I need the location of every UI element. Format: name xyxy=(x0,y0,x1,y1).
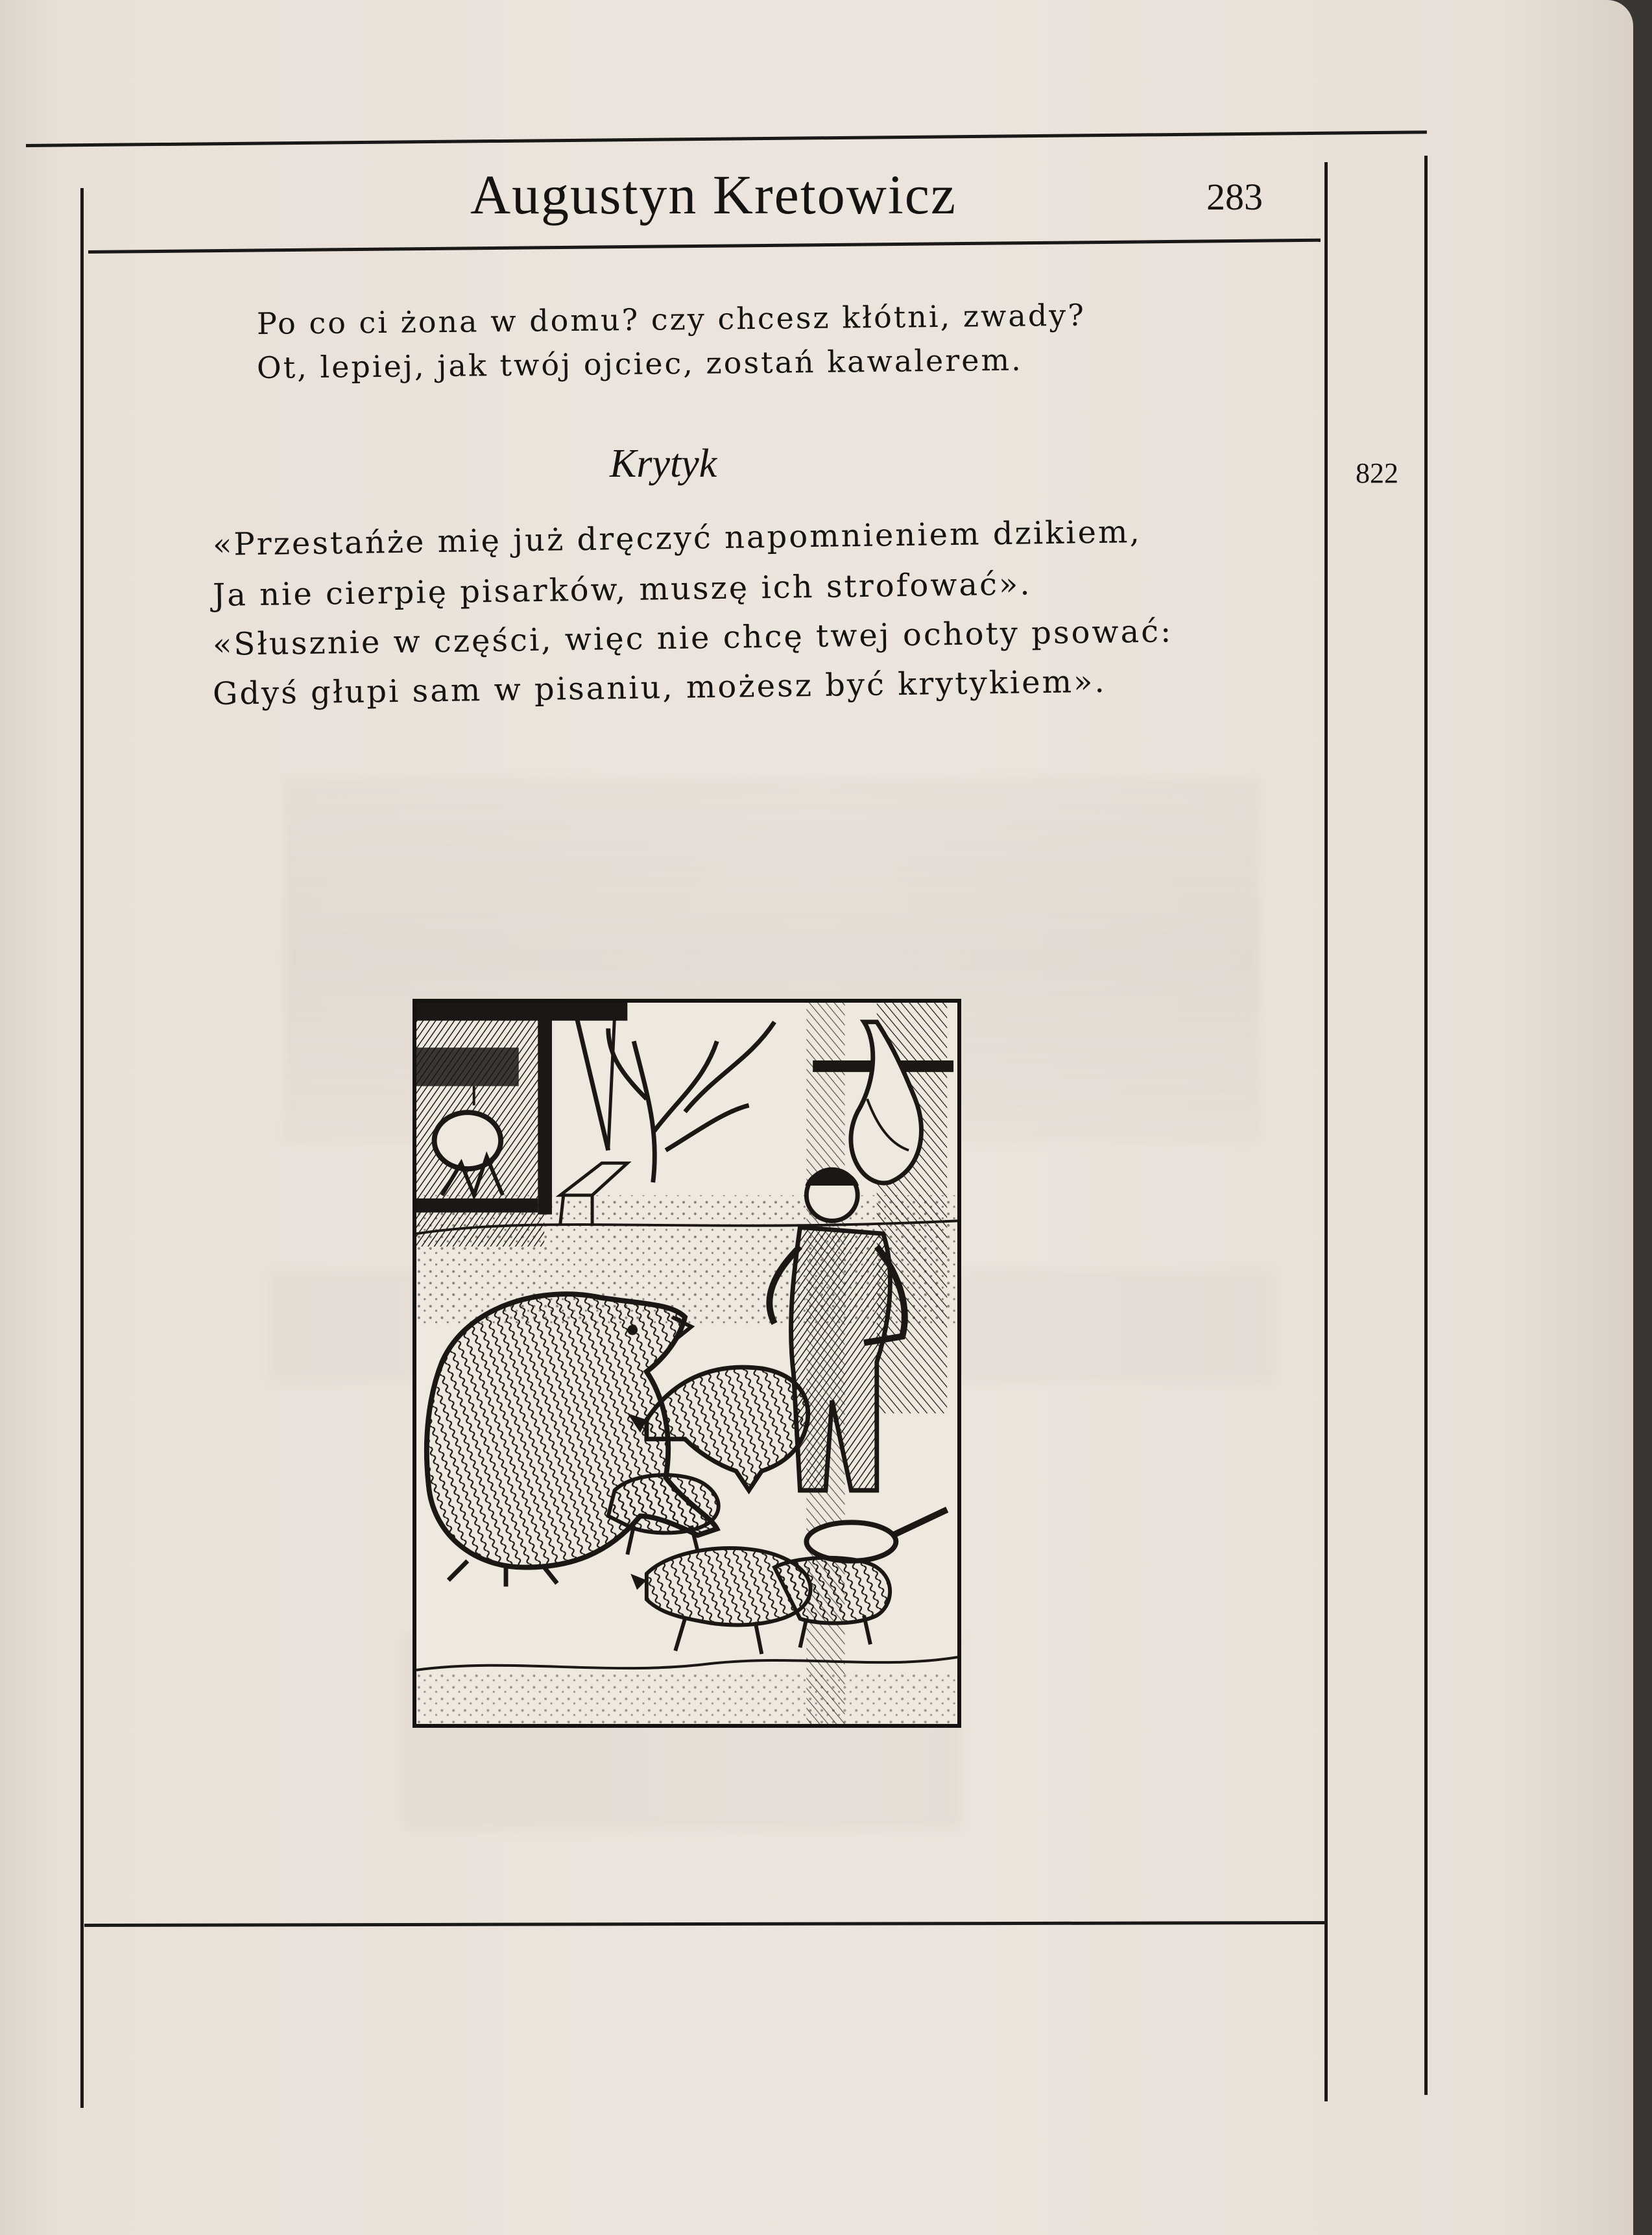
running-head: Augustyn Kretowicz xyxy=(470,163,957,226)
poem-title: Krytyk xyxy=(610,442,717,486)
page-number: 283 xyxy=(1206,176,1263,218)
left-frame-rule xyxy=(80,188,84,2108)
woodcut-wolf-boar-piglets-hunter-icon xyxy=(416,1003,957,1724)
continued-verse-line: Po co ci żona w domu? czy chcesz kłótni, zwady? xyxy=(256,297,1086,341)
poem-line: Gdyś głupi sam w pisaniu, możesz być krytykiem». xyxy=(212,663,1107,712)
poem-line: «Słusznie w części, więc nie chcę twej ochoty psować: xyxy=(212,613,1173,663)
continued-verse-line: Ot, lepiej, jak twój ojciec, zostań kawalerem. xyxy=(256,342,1023,385)
outer-right-frame-rule xyxy=(1424,156,1428,2095)
inner-right-frame-rule xyxy=(1324,162,1328,2101)
margin-number: 822 xyxy=(1356,457,1398,489)
bottom-rule xyxy=(84,1921,1326,1927)
top-rule xyxy=(26,130,1427,147)
woodcut-illustration xyxy=(413,999,961,1728)
header-rule xyxy=(88,239,1321,254)
poem-line: «Przestańże mię już dręczyć napomnieniem dzikiem, xyxy=(212,514,1142,563)
poem-line: Ja nie cierpię pisarków, muszę ich strofować». xyxy=(212,566,1032,614)
